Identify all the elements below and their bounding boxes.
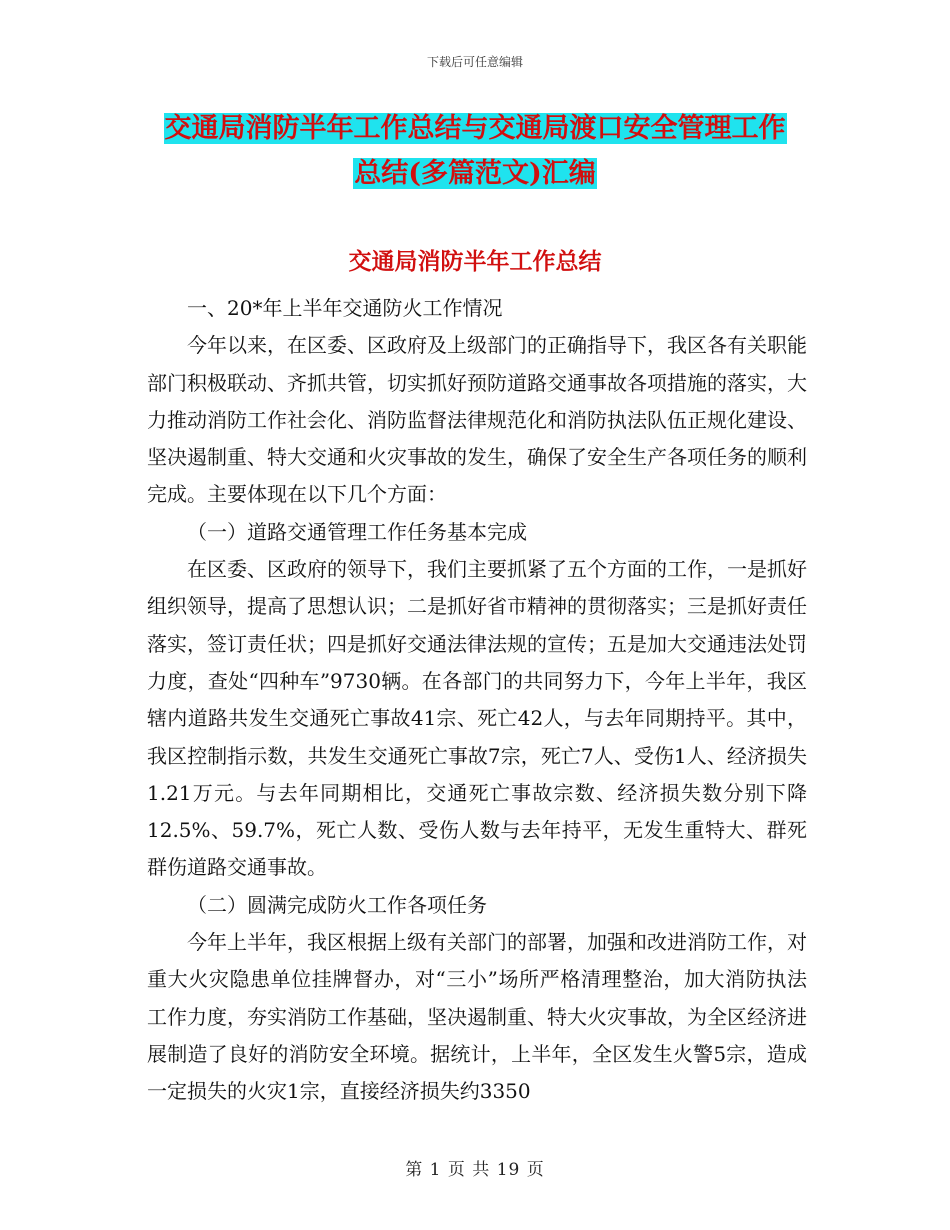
subheading-fire-prevention: （二）圆满完成防火工作各项任务 <box>187 892 487 917</box>
paragraph-road-traffic: 在区委、区政府的领导下，我们主要抓紧了五个方面的工作，一是抓好组织领导，提高了思想认识；二是抓好省市精神的贯彻落实；三是抓好责任落实，签订责任状；四是抓好交通法律法规的宣传；五是加大交通违法处罚力度，查处“四种车”9730辆。在各部门的共同努力下，今年上半年，我区辖内道路共发生交通死亡事故41宗、死亡42人，与去年同期持平。其中，我区控制指示数，共发生交通死亡事故7宗，死亡7人、受伤1人、经济损失1.21万元。与去年同期相比，交通死亡事故宗数、经济损失数分别下降12.5%、59.7%，死亡人数、受伤人数与去年持平，无发生重特大、群死群伤道路交通事故。 <box>147 557 807 880</box>
document-title-line-2 <box>0 153 950 195</box>
document-title-line-2-text: 总结(多篇范文)汇编 <box>354 158 596 189</box>
paragraph-intro: 今年以来，在区委、区政府及上级部门的正确指导下，我区各有关职能部门积极联动、齐抓共管，切实抓好预防道路交通事故各项措施的落实，大力推动消防工作社会化、消防监督法律规范化和消防执法队伍正规化建设、坚决遏制重、特大交通和火灾事故的发生，确保了安全生产各项任务的顺利完成。主要体现在以下几个方面： <box>147 333 807 507</box>
document-title-line-1 <box>0 108 950 150</box>
document-title-line-1-text: 交通局消防半年工作总结与交通局渡口安全管理工作 <box>164 113 786 144</box>
header-note: 下载后可任意编辑 <box>426 55 523 69</box>
subheading-road-traffic: （一）道路交通管理工作任务基本完成 <box>187 519 527 544</box>
section-title: 交通局消防半年工作总结 <box>348 248 602 275</box>
paragraph-fire-prevention: 今年上半年，我区根据上级有关部门的部署，加强和改进消防工作，对重大火灾隐患单位挂牌督办，对“三小”场所严格清理整治，加大消防执法工作力度，夯实消防工作基础，坚决遏制重、特大火灾事故，为全区经济进展制造了良好的消防安全环境。据统计，上半年，全区发生火警5宗，造成一定损失的火灾1宗，直接经济损失约3350 <box>147 930 807 1104</box>
page-number-footer: 第 1 页 共 19 页 <box>405 1160 545 1180</box>
document-body <box>147 290 807 1111</box>
heading-first-half-report: 一、20*年上半年交通防火工作情况 <box>187 296 503 320</box>
